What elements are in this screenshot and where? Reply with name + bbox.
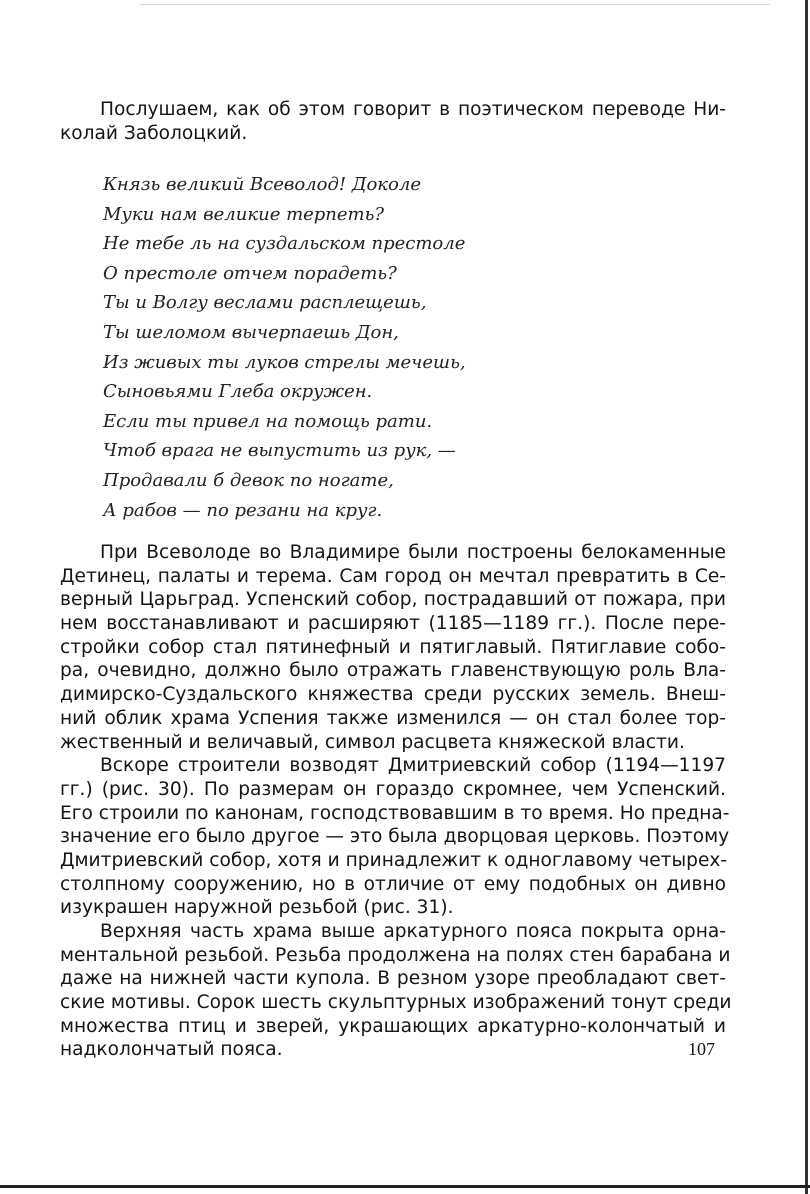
text-line: стройки собор стал пятинефный и пятиглавый. Пятиглавие собо- bbox=[60, 636, 726, 658]
text-line: Вскоре строители возводят Дмитриевский собор (1194—1197 bbox=[100, 755, 726, 777]
poem-line: Ты шеломом вычерпаешь Дон, bbox=[103, 321, 399, 343]
text-line: димирско-Суздальского княжества среди русских земель. Внеш- bbox=[60, 684, 726, 706]
text-line: Его строили по канонам, господствовавшим в то время. Но предна- bbox=[60, 802, 730, 824]
text-line: значение его было другое — это была дворцовая церковь. Поэтому bbox=[60, 826, 730, 848]
text-line: Дмитриевский собор, хотя и принадлежит к одноглавому четырех- bbox=[60, 849, 728, 871]
poem-line: Муки нам великие терпеть? bbox=[103, 203, 385, 225]
text-line: столпному сооружению, но в отличие от ему подобных он дивно bbox=[60, 873, 726, 895]
text-line: Послушаем, как об этом говорит в поэтическом переводе Ни- bbox=[100, 99, 726, 120]
poem-line: Не тебе ль на суздальском престоле bbox=[103, 233, 466, 255]
poem-line: А рабов — по резани на круг. bbox=[103, 499, 383, 521]
text-line: ские мотивы. Сорок шесть скульптурных изображений тонут среди bbox=[60, 992, 732, 1014]
text-line: надколончатый пояса. bbox=[60, 1039, 283, 1061]
text-line: даже на нижней части купола. В резном узоре преобладают свет- bbox=[60, 968, 726, 990]
scan-top-edge bbox=[140, 4, 770, 5]
poem-line: Сыновьями Глеба окружен. bbox=[103, 381, 373, 403]
text-line: жественный и величавый, символ расцвета княжеской власти. bbox=[60, 731, 685, 753]
poem-quote bbox=[103, 170, 466, 525]
poem-line: Чтоб врага не выпустить из рук, — bbox=[103, 440, 456, 462]
text-line: ментальной резьбой. Резьба продолжена на полях стен барабана и bbox=[60, 944, 731, 966]
text-line: изукрашен наружной резьбой (рис. 31). bbox=[60, 897, 454, 919]
text-line: гг.) (рис. 30). По размерам он гораздо скромнее, чем Успенский. bbox=[60, 778, 726, 800]
text-line: нем восстанавливают и расширяют (1185—1189 гг.). После пере- bbox=[60, 613, 726, 635]
text-line: Верхняя часть храма выше аркатурного пояса покрыта орна- bbox=[100, 921, 726, 942]
text-line: При Всеволоде во Владимире были построены белокаменные bbox=[100, 542, 726, 563]
page-number: 107 bbox=[688, 1039, 715, 1059]
text-line: колай Заболоцкий. bbox=[60, 122, 248, 144]
text-line: ра, очевидно, должно было отражать главенствующую роль Вла- bbox=[60, 660, 726, 682]
poem-line: Продавали б девок по ногате, bbox=[103, 469, 394, 491]
text-line: Детинец, палаты и терема. Сам город он мечтал превратить в Се- bbox=[60, 565, 726, 587]
poem-line: О престоле отчем порадеть? bbox=[103, 262, 397, 284]
text-line: множества птиц и зверей, украшающих аркатурно-колончатый и bbox=[60, 1015, 726, 1037]
scan-right-edge bbox=[805, 0, 808, 1194]
text-line: ний облик храма Успения также изменился — он стал более тор- bbox=[60, 707, 726, 729]
poem-line: Из живых ты луков стрелы мечешь, bbox=[103, 351, 466, 373]
scan-bottom-edge bbox=[0, 1185, 810, 1188]
intro-paragraph bbox=[60, 98, 726, 145]
poem-line: Ты и Волгу веслами расплещешь, bbox=[103, 292, 427, 314]
text-line: верный Царьград. Успенский собор, пострадавший от пожара, при bbox=[60, 589, 726, 611]
poem-line: Если ты привел на помощь рати. bbox=[103, 410, 433, 432]
body-text bbox=[60, 541, 732, 1062]
poem-line: Князь великий Всеволод! Доколе bbox=[103, 174, 421, 195]
